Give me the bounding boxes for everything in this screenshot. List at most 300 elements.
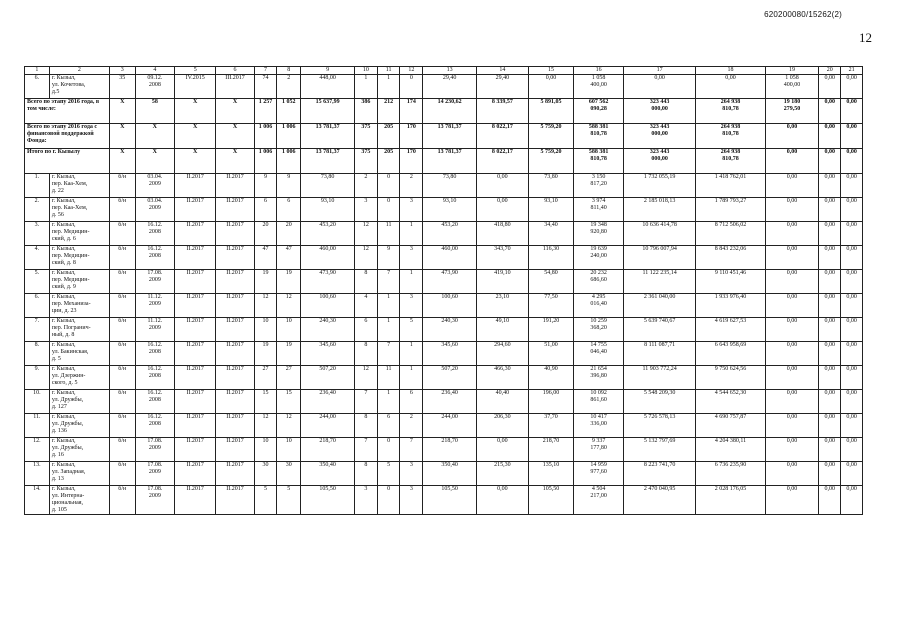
table-cell: 0,00 xyxy=(841,174,863,198)
column-number-cell: 15 xyxy=(528,67,574,75)
table-cell: 2 xyxy=(400,174,423,198)
column-number-cell: 8 xyxy=(277,67,301,75)
table-cell: 40,40 xyxy=(477,390,529,414)
table-cell: 215,30 xyxy=(477,462,529,486)
table-cell: 10 259 368,20 xyxy=(574,318,624,342)
table-cell: 1 xyxy=(400,222,423,246)
address-cell: г. Кызыл, пер. Каа-Хем, д. 22 xyxy=(49,174,109,198)
table-cell: 323 443 000,00 xyxy=(623,99,695,124)
table-cell: 3. xyxy=(25,222,50,246)
table-cell: 2 xyxy=(354,174,377,198)
table-cell: 0 xyxy=(400,75,423,99)
table-cell: 47 xyxy=(277,246,301,270)
table-cell: 0,00 xyxy=(765,390,819,414)
table-cell: 0 xyxy=(377,438,400,462)
column-number-cell: 4 xyxy=(135,67,174,75)
table-cell: 0,00 xyxy=(765,222,819,246)
table-cell: 1 xyxy=(400,342,423,366)
table-cell: 5. xyxy=(25,270,50,294)
table-cell: 0,00 xyxy=(841,342,863,366)
address-cell: г. Кызыл, ул. Дзержин- ского, д. 5 xyxy=(49,366,109,390)
column-number-cell: 10 xyxy=(354,67,377,75)
table-row xyxy=(25,318,863,342)
table-cell: 343,70 xyxy=(477,246,529,270)
table-cell: 16.12. 2008 xyxy=(135,366,174,390)
table-cell: 1 xyxy=(354,75,377,99)
table-cell: 453,20 xyxy=(423,222,477,246)
table-cell: 17.08. 2009 xyxy=(135,462,174,486)
table-cell: III.2017 xyxy=(216,75,254,99)
table-cell: 12 xyxy=(254,414,277,438)
table-cell: 607 562 090,28 xyxy=(574,99,624,124)
table-cell: 0,00 xyxy=(819,75,841,99)
table-cell: 0,00 xyxy=(841,222,863,246)
table-cell: 10 796 007,94 xyxy=(623,246,695,270)
table-cell: II.2017 xyxy=(175,462,216,486)
table-cell: 350,40 xyxy=(423,462,477,486)
table-cell: 1 058 400,00 xyxy=(574,75,624,99)
table-cell: 205 xyxy=(377,124,400,149)
table-cell: 507,20 xyxy=(301,366,355,390)
table-cell: 0,00 xyxy=(819,390,841,414)
table-cell: II.2017 xyxy=(216,270,254,294)
table-cell: II.2017 xyxy=(175,342,216,366)
table-cell: 244,00 xyxy=(301,414,355,438)
table-cell: 1 052 xyxy=(277,99,301,124)
table-cell: б/н xyxy=(109,462,135,486)
table-cell: 0,00 xyxy=(819,294,841,318)
table-cell: 5 xyxy=(277,486,301,515)
table-cell: II.2017 xyxy=(216,390,254,414)
table-cell: 0,00 xyxy=(841,99,863,124)
table-cell: X xyxy=(216,149,254,174)
table-row xyxy=(25,438,863,462)
table-cell: II.2017 xyxy=(216,438,254,462)
table-cell: 19 xyxy=(254,270,277,294)
table-cell: 54,80 xyxy=(528,270,574,294)
table-cell: 93,10 xyxy=(423,198,477,222)
column-number-cell: 12 xyxy=(400,67,423,75)
table-cell: 0,00 xyxy=(765,174,819,198)
table-cell: 4 xyxy=(354,294,377,318)
table-cell: 1 006 xyxy=(254,124,277,149)
table-cell: 0,00 xyxy=(841,149,863,174)
table-cell: 0,00 xyxy=(765,124,819,149)
column-number-row xyxy=(25,67,863,75)
table-cell: 240,30 xyxy=(301,318,355,342)
table-cell: 20 232 686,60 xyxy=(574,270,624,294)
table-cell: 11 xyxy=(377,366,400,390)
table-cell: 93,10 xyxy=(528,198,574,222)
table-cell: 0,00 xyxy=(765,294,819,318)
column-number-cell: 20 xyxy=(819,67,841,75)
table-cell: II.2017 xyxy=(175,222,216,246)
address-cell: г. Кызыл, ул. Дружбы, д. 16 xyxy=(49,438,109,462)
table-cell: 0,00 xyxy=(819,174,841,198)
column-number-cell: 5 xyxy=(175,67,216,75)
table-cell: 7 xyxy=(377,342,400,366)
table-cell: II.2017 xyxy=(216,462,254,486)
table-cell: 30 xyxy=(277,462,301,486)
table-cell: II.2017 xyxy=(216,366,254,390)
table-cell: 8 xyxy=(354,462,377,486)
table-cell: 10 xyxy=(277,438,301,462)
table-cell: 473,90 xyxy=(301,270,355,294)
table-cell: 0,00 xyxy=(841,198,863,222)
table-cell: 3 xyxy=(400,486,423,515)
table-cell: 10 xyxy=(277,318,301,342)
table-cell: 588 381 810,78 xyxy=(574,124,624,149)
summary-row xyxy=(25,99,863,124)
table-cell: 236,40 xyxy=(423,390,477,414)
table-cell: 0,00 xyxy=(819,414,841,438)
table-cell: 419,10 xyxy=(477,270,529,294)
address-cell: г. Кызыл, пер. Каа-Хем, д. 56 xyxy=(49,198,109,222)
table-row xyxy=(25,366,863,390)
table-cell: 16.12. 2008 xyxy=(135,246,174,270)
table-cell: 0,00 xyxy=(765,366,819,390)
table-cell: 0,00 xyxy=(841,366,863,390)
address-cell: г. Кызыл, пер. Погранич- ный, д. 8 xyxy=(49,318,109,342)
table-cell: 323 443 000,00 xyxy=(623,124,695,149)
table-cell: II.2017 xyxy=(175,486,216,515)
table-cell: 6 xyxy=(254,198,277,222)
table-cell: 2 470 040,95 xyxy=(623,486,695,515)
table-cell: 27 xyxy=(277,366,301,390)
table-cell: 1 006 xyxy=(277,149,301,174)
table-row xyxy=(25,342,863,366)
table-cell: 0,00 xyxy=(765,270,819,294)
table-cell: б/н xyxy=(109,198,135,222)
table-cell: 5 xyxy=(400,318,423,342)
table-cell: 507,20 xyxy=(423,366,477,390)
table-cell: 345,60 xyxy=(301,342,355,366)
table-row xyxy=(25,294,863,318)
table-cell: 13 781,37 xyxy=(423,124,477,149)
table-cell: 8 111 087,71 xyxy=(623,342,695,366)
table-cell: 16.12. 2008 xyxy=(135,390,174,414)
table-cell: 0,00 xyxy=(841,270,863,294)
table-cell: 29,40 xyxy=(477,75,529,99)
table-cell: 0,00 xyxy=(477,198,529,222)
table-cell: 74 xyxy=(254,75,277,99)
table-cell: 6 xyxy=(277,198,301,222)
table-cell: 14. xyxy=(25,486,50,515)
table-cell: II.2017 xyxy=(175,270,216,294)
table-cell: 375 xyxy=(354,149,377,174)
table-cell: б/н xyxy=(109,366,135,390)
table-row xyxy=(25,246,863,270)
table-row xyxy=(25,390,863,414)
address-cell: г. Кызыл, ул. Западная, д. 13 xyxy=(49,462,109,486)
table-cell: 37,70 xyxy=(528,414,574,438)
table-cell: 9 750 624,56 xyxy=(696,366,765,390)
table-cell: IV.2015 xyxy=(175,75,216,99)
table-cell: 2 xyxy=(400,414,423,438)
table-cell: 0,00 xyxy=(528,75,574,99)
table-cell: 0,00 xyxy=(841,124,863,149)
table-cell: 206,30 xyxy=(477,414,529,438)
table-cell: 49,10 xyxy=(477,318,529,342)
table-cell: 1. xyxy=(25,174,50,198)
table-cell: 0,00 xyxy=(819,462,841,486)
table-cell: II.2017 xyxy=(175,198,216,222)
table-cell: 0,00 xyxy=(841,486,863,515)
table-cell: 12 xyxy=(354,246,377,270)
table-cell: 1 xyxy=(377,294,400,318)
table-cell: II.2017 xyxy=(216,414,254,438)
table-cell: 34,40 xyxy=(528,222,574,246)
table-cell: 5 726 578,13 xyxy=(623,414,695,438)
table-cell: 218,70 xyxy=(423,438,477,462)
table-cell: II.2017 xyxy=(216,174,254,198)
table-cell: 0,00 xyxy=(841,318,863,342)
table-cell: X xyxy=(175,99,216,124)
table-row xyxy=(25,174,863,198)
table-cell: 9 xyxy=(377,246,400,270)
table-cell: 1 058 400,00 xyxy=(765,75,819,99)
table-cell: 5 132 797,69 xyxy=(623,438,695,462)
table-cell: X xyxy=(109,149,135,174)
table-cell: 5 759,20 xyxy=(528,124,574,149)
table-cell: 0,00 xyxy=(477,438,529,462)
table-cell: 236,40 xyxy=(301,390,355,414)
table-cell: б/н xyxy=(109,438,135,462)
table-cell: X xyxy=(216,99,254,124)
table-cell: 0,00 xyxy=(819,198,841,222)
table-cell: 0,00 xyxy=(819,486,841,515)
table-cell: 13 781,37 xyxy=(301,124,355,149)
table-cell: 19 348 920,80 xyxy=(574,222,624,246)
table-cell: 1 xyxy=(400,366,423,390)
table-cell: 418,80 xyxy=(477,222,529,246)
table-cell: 9 xyxy=(277,174,301,198)
table-cell: 2 028 176,05 xyxy=(696,486,765,515)
table-cell: 12. xyxy=(25,438,50,462)
table-cell: 4 544 652,30 xyxy=(696,390,765,414)
table-cell: 10 xyxy=(254,438,277,462)
table-cell: 8 xyxy=(354,270,377,294)
table-cell: 460,00 xyxy=(301,246,355,270)
address-cell: г. Кызыл, ул. Бакинская, д. 5 xyxy=(49,342,109,366)
table-cell: 11 xyxy=(377,222,400,246)
table-cell: 6 xyxy=(354,318,377,342)
table-cell: 460,00 xyxy=(423,246,477,270)
table-cell: 1 xyxy=(400,270,423,294)
table-cell: 12 xyxy=(254,294,277,318)
table-cell: 294,60 xyxy=(477,342,529,366)
table-cell: 2 185 018,13 xyxy=(623,198,695,222)
table-cell: 5 548 209,30 xyxy=(623,390,695,414)
address-cell: г. Кызыл, пер. Медицин- ский, д. 6 xyxy=(49,222,109,246)
table-cell: 1 xyxy=(377,318,400,342)
summary-row xyxy=(25,124,863,149)
table-cell: 3 xyxy=(400,462,423,486)
table-cell: 9 110 451,46 xyxy=(696,270,765,294)
table-cell: 3 974 811,40 xyxy=(574,198,624,222)
address-cell: г. Кызыл, пер. Механиза- ции, д. 23 xyxy=(49,294,109,318)
table-cell: X xyxy=(109,99,135,124)
table-cell: б/н xyxy=(109,222,135,246)
table-cell: II.2017 xyxy=(175,174,216,198)
table-row xyxy=(25,462,863,486)
table-cell: 1 732 055,19 xyxy=(623,174,695,198)
table-cell: 23,10 xyxy=(477,294,529,318)
table-cell: 244,00 xyxy=(423,414,477,438)
table-cell: б/н xyxy=(109,294,135,318)
table-cell: 345,60 xyxy=(423,342,477,366)
column-number-cell: 21 xyxy=(841,67,863,75)
table-cell: 9. xyxy=(25,366,50,390)
table-cell: 15 xyxy=(277,390,301,414)
table-cell: 0,00 xyxy=(819,124,841,149)
table-cell: 6 xyxy=(400,390,423,414)
summary-label: Итого по г. Кызылу xyxy=(25,149,110,174)
table-cell: б/н xyxy=(109,342,135,366)
table-cell: 0,00 xyxy=(477,486,529,515)
table-cell: 0,00 xyxy=(819,438,841,462)
table-cell: 10 092 861,60 xyxy=(574,390,624,414)
table-cell: 6 xyxy=(377,414,400,438)
table-row xyxy=(25,198,863,222)
table-cell: 170 xyxy=(400,149,423,174)
table-cell: б/н xyxy=(109,486,135,515)
table-cell: X xyxy=(109,124,135,149)
table-cell: II.2017 xyxy=(175,438,216,462)
table-cell: 3 xyxy=(400,246,423,270)
table-cell: 0 xyxy=(377,486,400,515)
table-cell: 0,00 xyxy=(819,270,841,294)
table-cell: 27 xyxy=(254,366,277,390)
column-number-cell: 18 xyxy=(696,67,765,75)
table-cell: 8 xyxy=(354,414,377,438)
table-cell: II.2017 xyxy=(216,342,254,366)
table-cell: II.2017 xyxy=(216,198,254,222)
table-cell: 8 223 741,70 xyxy=(623,462,695,486)
table-cell: 3 150 817,20 xyxy=(574,174,624,198)
table-cell: 8 843 232,06 xyxy=(696,246,765,270)
column-number-cell: 7 xyxy=(254,67,277,75)
column-number-cell: 17 xyxy=(623,67,695,75)
table-cell: б/н xyxy=(109,174,135,198)
table-cell: 5 759,20 xyxy=(528,149,574,174)
table-cell: 17.08. 2009 xyxy=(135,486,174,515)
table-cell: 0,00 xyxy=(765,438,819,462)
table-cell: 4 504 217,00 xyxy=(574,486,624,515)
table-cell: 1 xyxy=(377,390,400,414)
table-cell: 20 xyxy=(254,222,277,246)
table-cell: 5 891,05 xyxy=(528,99,574,124)
table-cell: 47 xyxy=(254,246,277,270)
table-cell: II.2017 xyxy=(175,414,216,438)
table-cell: 5 639 740,67 xyxy=(623,318,695,342)
summary-label: Всего по этапу 2016 года, в том числе: xyxy=(25,99,110,124)
table-cell: 10 417 336,00 xyxy=(574,414,624,438)
table-cell: II.2017 xyxy=(175,318,216,342)
table-cell: 0,00 xyxy=(819,366,841,390)
table-cell: 58 xyxy=(135,99,174,124)
table-cell: б/н xyxy=(109,246,135,270)
table-cell: 0,00 xyxy=(477,174,529,198)
table-cell: 7 xyxy=(377,270,400,294)
table-row xyxy=(25,486,863,515)
table-cell: 17.08. 2009 xyxy=(135,270,174,294)
table-cell: 2 361 040,00 xyxy=(623,294,695,318)
table-cell: 4 690 757,87 xyxy=(696,414,765,438)
table-cell: 1 xyxy=(377,75,400,99)
table-cell: 2. xyxy=(25,198,50,222)
table-cell: X xyxy=(175,149,216,174)
column-number-cell: 3 xyxy=(109,67,135,75)
table-cell: 11.12. 2009 xyxy=(135,318,174,342)
table-cell: 8 712 506,02 xyxy=(696,222,765,246)
table-cell: X xyxy=(216,124,254,149)
column-number-cell: 16 xyxy=(574,67,624,75)
table-cell: 0,00 xyxy=(696,75,765,99)
table-cell: 170 xyxy=(400,124,423,149)
table-cell: 1 418 762,01 xyxy=(696,174,765,198)
table-cell: 473,90 xyxy=(423,270,477,294)
table-cell: 20 xyxy=(277,222,301,246)
table-cell: 10. xyxy=(25,390,50,414)
address-cell: г. Кызыл, ул. Кочетова, д.5 xyxy=(49,75,109,99)
table-cell: 588 381 810,78 xyxy=(574,149,624,174)
table-cell: 466,30 xyxy=(477,366,529,390)
table-cell: 350,40 xyxy=(301,462,355,486)
column-number-cell: 9 xyxy=(301,67,355,75)
table-cell: 12 xyxy=(354,222,377,246)
housing-table xyxy=(24,66,863,515)
table-cell: 0 xyxy=(377,198,400,222)
table-cell: 6 736 235,90 xyxy=(696,462,765,486)
table-cell: 6 643 958,69 xyxy=(696,342,765,366)
table-cell: 8 xyxy=(354,342,377,366)
column-number-cell: 6 xyxy=(216,67,254,75)
table-cell: 105,50 xyxy=(301,486,355,515)
table-cell: 264 938 810,78 xyxy=(696,149,765,174)
table-cell: 9 xyxy=(254,174,277,198)
table-cell: 0,00 xyxy=(841,414,863,438)
table-cell: 0,00 xyxy=(765,318,819,342)
table-cell: 264 938 810,78 xyxy=(696,99,765,124)
table-cell: II.2017 xyxy=(216,318,254,342)
table-cell: 19 xyxy=(277,342,301,366)
table-cell: 323 443 000,00 xyxy=(623,149,695,174)
table-cell: 0,00 xyxy=(841,462,863,486)
address-cell: г. Кызыл, ул. Интерна- циональная, д. 105 xyxy=(49,486,109,515)
table-cell: 13 781,37 xyxy=(423,149,477,174)
table-cell: 0,00 xyxy=(841,246,863,270)
table-cell: 0,00 xyxy=(765,149,819,174)
table-cell: 212 xyxy=(377,99,400,124)
table-cell: 7. xyxy=(25,318,50,342)
table-cell: 0,00 xyxy=(623,75,695,99)
table-cell: 100,60 xyxy=(301,294,355,318)
table-cell: 135,10 xyxy=(528,462,574,486)
table-cell: X xyxy=(135,149,174,174)
table-cell: 29,40 xyxy=(423,75,477,99)
table-cell: 51,00 xyxy=(528,342,574,366)
table-cell: 0,00 xyxy=(765,246,819,270)
table-cell: 19 180 279,50 xyxy=(765,99,819,124)
table-cell: 4 619 627,53 xyxy=(696,318,765,342)
table-cell: 453,20 xyxy=(301,222,355,246)
table-cell: 16.12. 2008 xyxy=(135,342,174,366)
table-cell: 4 204 380,11 xyxy=(696,438,765,462)
table-cell: II.2017 xyxy=(175,366,216,390)
table-row xyxy=(25,222,863,246)
table-cell: 09.12. 2008 xyxy=(135,75,174,99)
